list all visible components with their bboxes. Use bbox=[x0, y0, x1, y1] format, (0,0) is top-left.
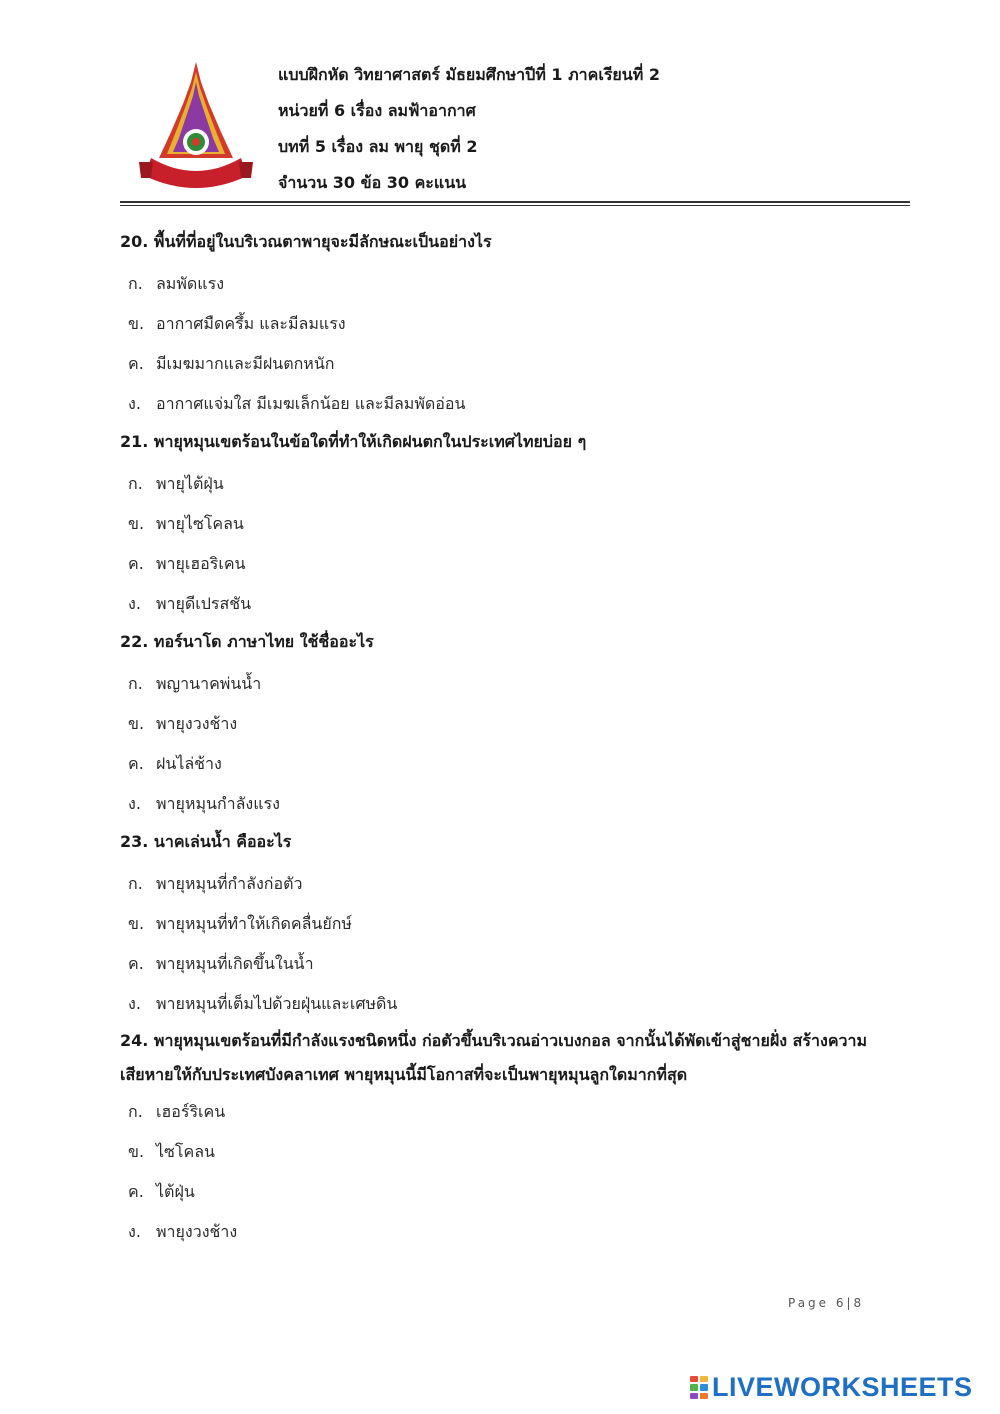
choice-option[interactable] bbox=[120, 344, 890, 384]
choice-option[interactable] bbox=[120, 1212, 890, 1252]
header-subject: แบบฝึกหัด วิทยาศาสตร์ มัธยมศึกษาปีที่ 1 ภาคเรียนที่ 2 bbox=[278, 65, 660, 84]
choice-text: พายุเฮอริเคน bbox=[156, 554, 246, 573]
choice-text: พายุหมุนที่กำลังก่อตัว bbox=[156, 874, 303, 893]
choice-label: ง. bbox=[128, 394, 141, 413]
choice-label: ก. bbox=[128, 674, 143, 693]
choice-text: พญานาคพ่นน้ำ bbox=[156, 674, 262, 693]
choice-text: พายุหมุนกำลังแรง bbox=[156, 794, 280, 813]
page-number: Page 6|8 bbox=[788, 1296, 865, 1310]
choice-label: ง. bbox=[128, 994, 141, 1013]
choice-text: มีเมฆมากและมีฝนตกหนัก bbox=[156, 354, 335, 373]
choice-label: ก. bbox=[128, 474, 143, 493]
question-21 bbox=[120, 424, 890, 624]
choice-label: ก. bbox=[128, 1102, 143, 1121]
choice-option[interactable] bbox=[120, 504, 890, 544]
choice-label: ข. bbox=[128, 714, 145, 733]
choice-text: พายุไซโคลน bbox=[156, 514, 244, 533]
choice-option[interactable] bbox=[120, 384, 890, 424]
choice-text: พายุหมุนที่เกิดขึ้นในน้ำ bbox=[156, 954, 314, 973]
choice-option[interactable] bbox=[120, 1172, 890, 1212]
choice-option[interactable] bbox=[120, 664, 890, 704]
question-title: 21. พายุหมุนเขตร้อนในข้อใดที่ทำให้เกิดฝนตกในประเทศไทยบ่อย ๆ bbox=[120, 432, 587, 451]
choice-text: พายุไต้ฝุ่น bbox=[156, 474, 224, 493]
choice-label: ง. bbox=[128, 594, 141, 613]
header-divider bbox=[120, 201, 910, 203]
question-23 bbox=[120, 824, 890, 1024]
watermark-text: LIVEWORKSHEETS bbox=[712, 1372, 973, 1402]
question-title: 20. พื้นที่ที่อยู่ในบริเวณตาพายุจะมีลักษณะเป็นอย่างไร bbox=[120, 232, 492, 251]
choice-label: ง. bbox=[128, 1222, 141, 1241]
choice-text: พายุหมุนที่ทำให้เกิดคลื่นยักษ์ bbox=[156, 914, 352, 933]
choice-label: ค. bbox=[128, 354, 144, 373]
choice-text: พายหมุนที่เต็มไปด้วยฝุ่นและเศษดิน bbox=[156, 994, 398, 1013]
school-emblem-icon bbox=[137, 58, 255, 198]
choice-option[interactable] bbox=[120, 464, 890, 504]
choice-label: ข. bbox=[128, 314, 145, 333]
header-lesson: บทที่ 5 เรื่อง ลม พายุ ชุดที่ 2 bbox=[278, 137, 478, 156]
choice-option[interactable] bbox=[120, 784, 890, 824]
choice-text: อากาศแจ่มใส มีเมฆเล็กน้อย และมีลมพัดอ่อน bbox=[156, 394, 466, 413]
choice-option[interactable] bbox=[120, 744, 890, 784]
choice-option[interactable] bbox=[120, 984, 890, 1024]
choice-option[interactable] bbox=[120, 584, 890, 624]
question-20 bbox=[120, 224, 890, 424]
question-24 bbox=[120, 1024, 890, 1252]
choice-label: ข. bbox=[128, 1142, 145, 1161]
choice-option[interactable] bbox=[120, 864, 890, 904]
header-unit: หน่วยที่ 6 เรื่อง ลมฟ้าอากาศ bbox=[278, 101, 476, 120]
header-score: จำนวน 30 ข้อ 30 คะแนน bbox=[278, 173, 467, 192]
question-title: 22. ทอร์นาโด ภาษาไทย ใช้ชื่ออะไร bbox=[120, 632, 374, 651]
question-list bbox=[120, 224, 890, 1252]
choice-label: ง. bbox=[128, 794, 141, 813]
choice-option[interactable] bbox=[120, 1132, 890, 1172]
choice-label: ค. bbox=[128, 1182, 144, 1201]
choice-text: ฝนไล่ช้าง bbox=[156, 754, 222, 773]
liveworksheets-watermark[interactable] bbox=[690, 1372, 973, 1403]
question-title: 24. พายุหมุนเขตร้อนที่มีกำลังแรงชนิดหนึ่ง ก่อตัวขึ้นบริเวณอ่าวเบงกอล จากนั้นได้พัดเข้าสู่ชายฝั่ง สร้างความเสียหายให้กับประเทศบังคลาเทศ พายุหมุนนี้มีโอกาสที่จะเป็นพายุหมุนลูกใดมากที่สุด bbox=[120, 1031, 868, 1084]
choice-option[interactable] bbox=[120, 1092, 890, 1132]
choice-option[interactable] bbox=[120, 944, 890, 984]
choice-label: ข. bbox=[128, 914, 145, 933]
choice-label: ค. bbox=[128, 954, 144, 973]
choice-label: ค. bbox=[128, 754, 144, 773]
choice-text: ลมพัดแรง bbox=[156, 274, 225, 293]
choice-label: ค. bbox=[128, 554, 144, 573]
choice-text: พายุงวงช้าง bbox=[156, 1222, 238, 1241]
choice-label: ข. bbox=[128, 514, 145, 533]
header-divider-thin bbox=[120, 205, 910, 206]
school-logo bbox=[137, 58, 255, 198]
choice-label: ก. bbox=[128, 874, 143, 893]
choice-text: พายุดีเปรสชัน bbox=[156, 594, 252, 613]
question-22 bbox=[120, 624, 890, 824]
choice-option[interactable] bbox=[120, 264, 890, 304]
choice-option[interactable] bbox=[120, 704, 890, 744]
choice-option[interactable] bbox=[120, 904, 890, 944]
worksheet-header bbox=[278, 60, 660, 204]
choice-option[interactable] bbox=[120, 544, 890, 584]
choice-option[interactable] bbox=[120, 304, 890, 344]
choice-label: ก. bbox=[128, 274, 143, 293]
choice-text: ไซโคลน bbox=[156, 1142, 215, 1161]
choice-text: ไต้ฝุ่น bbox=[156, 1182, 195, 1201]
choice-text: อากาศมืดครึ้ม และมีลมแรง bbox=[156, 314, 346, 333]
choice-text: เฮอร์ริเคน bbox=[156, 1102, 226, 1121]
liveworksheets-logo-icon bbox=[690, 1376, 708, 1400]
question-title: 23. นาคเล่นน้ำ คืออะไร bbox=[120, 832, 292, 851]
choice-text: พายุงวงช้าง bbox=[156, 714, 238, 733]
